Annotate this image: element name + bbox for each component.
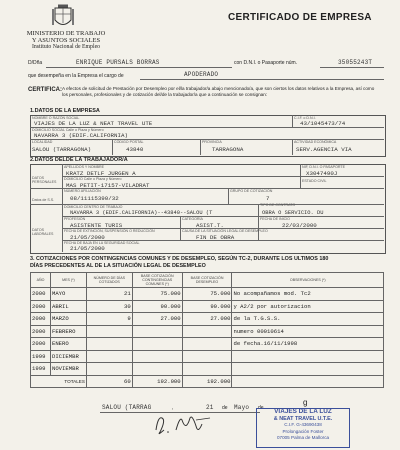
cell-ano: 2000: [31, 325, 51, 338]
cell-observaciones: [232, 363, 384, 376]
cell-dias: [86, 363, 132, 376]
trab-domicilio-value: MAS PETIT-17157-VILADRAT: [66, 182, 150, 189]
total-dias: 60: [86, 375, 132, 388]
empresa-provincia-value: TARRAGONA: [212, 146, 244, 153]
cell-comunes: [132, 363, 182, 376]
cell-observaciones: y A2/2 por autorizacion: [232, 300, 384, 313]
datos-laborales-label: DATOS LABORALES: [32, 228, 54, 236]
dni-label: con D.N.I. o Pasaporte núm.: [234, 60, 298, 66]
afiliacion-value: 08/11115390/32: [70, 195, 119, 202]
tipo-contrato-label: TIPO DE CONTRATO: [260, 203, 296, 207]
categoria-label: CATEGORÍA: [182, 217, 203, 221]
apellidos-value: KRATZ DETLF JURGEN A: [66, 170, 136, 177]
col-observaciones: OBSERVACIONES (*): [232, 273, 384, 288]
total-comunes: 192.000: [132, 375, 182, 388]
cotizaciones-title-line2: DÍAS PRECEDENTES AL DE LA SITUACIÓN LEGAL DE DESEMPLEO: [30, 262, 206, 269]
stamp-line4: Prolongación Foster: [282, 428, 324, 434]
footer-year-mark: g: [303, 398, 308, 407]
cell-ano: 2000: [31, 288, 51, 301]
total-observaciones: [232, 375, 384, 388]
stamp-line3: C.I.F. G-43690438: [284, 422, 322, 428]
extincion-label: FECHA DE EXTINCIÓN, SUSPENSIÓN O REDUCCIÓN: [64, 229, 155, 233]
empresa-provincia-label: PROVINCIA: [202, 140, 222, 144]
cell-ano: 2000: [31, 300, 51, 313]
profesion-label: PROFESIÓN: [64, 217, 86, 221]
cell-ano: 1999: [31, 350, 51, 363]
table-row: [31, 313, 384, 326]
empresa-domicilio-label: DOMICILIO SOCIAL Calle o Plaza y Número: [32, 128, 104, 132]
footer-mes: Mayo: [234, 404, 250, 411]
centro-label: DOMICILIO CENTRO DE TRABAJO: [64, 205, 123, 209]
col-dias: NÚMERO DE DÍAS COTIZADOS: [86, 273, 132, 288]
col-ano: AÑO: [31, 273, 51, 288]
cell-mes: DICIEMBR: [50, 350, 86, 363]
cell-dias: [86, 350, 132, 363]
cell-desempleo: [182, 338, 232, 351]
tipo-contrato-value: OBRA O SERVICIO. DU: [262, 210, 324, 216]
totales-row: [31, 375, 384, 388]
cell-observaciones: numero 00010614: [232, 325, 384, 338]
footer-de1: de: [222, 405, 228, 411]
cell-dias: 21: [86, 288, 132, 301]
cell-ano: 1999: [31, 363, 51, 376]
totales-label: TOTALES: [31, 375, 87, 388]
footer-lugar: SALOU (TARRAG: [102, 404, 152, 411]
cell-desempleo: [182, 363, 232, 376]
categoria-value: ASIST.T.: [196, 222, 224, 229]
signature: [152, 410, 218, 438]
profesion-value: ASISTENTE TURIS: [70, 222, 123, 229]
cell-ano: 2000: [31, 338, 51, 351]
baja-label: FECHA DE BAJA EN LA SEGURIDAD SOCIAL: [64, 241, 140, 245]
cotizaciones-title: [30, 256, 386, 269]
cell-dias: 30: [86, 300, 132, 313]
footer-dia: 21: [206, 404, 214, 411]
stamp-line1: VIAJES DE LA LUZ: [274, 408, 332, 415]
cell-mes: ENERO: [50, 338, 86, 351]
d-value: ENRIQUE PURSALS BORRAS: [76, 59, 160, 66]
cell-comunes: [132, 325, 182, 338]
empresa-section-title: 1.DATOS DE LA EMPRESA: [30, 108, 100, 114]
causa-label: CAUSA DE LA SITUACIÓN LEGAL DE DESEMPLEO: [182, 229, 268, 233]
col-desempleo: BASE COTIZACIÓN DESEMPLEO: [182, 273, 232, 288]
datos-ss-label: Datos de S.S.: [32, 198, 55, 202]
table-row: [31, 325, 384, 338]
cell-mes: MARZO: [50, 313, 86, 326]
cell-desempleo: 90.000: [182, 300, 232, 313]
empresa-nombre-value: VIAJES DE LA LUZ & NEAT TRAVEL UTE: [34, 120, 153, 127]
col-mes: MES (*): [50, 273, 86, 288]
empresa-nombre-label: NOMBRE O RAZÓN SOCIAL: [32, 116, 80, 120]
dni-value: 35055243T: [338, 59, 373, 66]
cell-desempleo: 27.000: [182, 313, 232, 326]
empresa-cif-label: C.I.F. o D.N.I.: [294, 116, 316, 120]
empresa-actividad-value: SERV.AGENCIA VIA: [296, 146, 352, 153]
empresa-domicilio-value: NAVARRA 3 (EDIF.CALIFORNIA): [34, 132, 128, 139]
centro-value: NAVARRA 3 (EDIF.CALIFORNIA)--43840--SALOU (T: [70, 210, 213, 216]
cell-observaciones: No acompañamos mod. Tc2: [232, 288, 384, 301]
nif-value: X3047490J: [306, 170, 338, 177]
table-row: [31, 350, 384, 363]
trabajador-section-title: 2.DATOS DELDE LA TRABAJADOR/A: [30, 157, 128, 163]
fecha-inicio-label: FECHA DE INICIO: [260, 217, 290, 221]
ministry-name: [26, 31, 106, 51]
institute-name: Instituto Nacional de Empleo: [31, 44, 101, 50]
footer-de2: de: [258, 405, 264, 411]
cell-comunes: [132, 350, 182, 363]
cell-observaciones: de fecha.16/11/1998: [232, 338, 384, 351]
grupo-value: 7: [266, 195, 270, 202]
cell-mes: ABRIL: [50, 300, 86, 313]
cargo-prefix: que desempeña en la Empresa el cargo de: [28, 73, 124, 79]
table-header-row: [31, 273, 384, 288]
table-row: [31, 363, 384, 376]
estado-civil-label: ESTADO CIVIL: [302, 179, 327, 183]
empresa-localidad-label: LOCALIDAD: [32, 140, 53, 144]
trab-domicilio-label: DOMICILIO Calle o Plaza y Número: [64, 177, 122, 181]
apellidos-label: APELLIDOS Y NOMBRE: [64, 165, 105, 169]
grupo-label: GRUPO DE COTIZACIÓN: [230, 189, 273, 193]
cell-desempleo: [182, 325, 232, 338]
ministry-line1: MINISTERIO DE TRABAJO: [26, 30, 106, 37]
doc-title: CERTIFICADO DE EMPRESA: [228, 12, 372, 23]
certifica-label: CERTIFICA:: [28, 87, 62, 93]
cell-dias: [86, 338, 132, 351]
cell-comunes: 75.000: [132, 288, 182, 301]
fecha-inicio-value: 22/03/2000: [282, 222, 317, 229]
datos-personales-label: DATOS PERSONALES: [32, 176, 57, 184]
afiliacion-label: NÚMERO AFILIACIÓN: [64, 189, 101, 193]
empresa-actividad-label: ACTIVIDAD ECONÓMICA: [294, 140, 337, 144]
cell-mes: NOVIEMBR: [50, 363, 86, 376]
cell-desempleo: [182, 350, 232, 363]
cell-observaciones: [232, 350, 384, 363]
cell-comunes: 90.000: [132, 300, 182, 313]
cell-desempleo: 75.000: [182, 288, 232, 301]
table-row: [31, 300, 384, 313]
certifica-text: A efectos de solicitud de Prestación por Desempleo por el/la trabajador/a abajo mencionado/a, que son ciertos los datos relativos a la Empresa, así como los personales, profesionales y de cotización del/de la trabajador/a que a continuación se consignan:: [62, 86, 375, 97]
cell-mes: MAYO: [50, 288, 86, 301]
cell-observaciones: de la T.G.S.S.: [232, 313, 384, 326]
empresa-cp-label: CÓDIGO POSTAL: [114, 140, 144, 144]
cell-ano: 2000: [31, 313, 51, 326]
total-desempleo: 192.000: [182, 375, 232, 388]
company-stamp: [256, 408, 350, 448]
cell-mes: FEBRERO: [50, 325, 86, 338]
empresa-cif-value: 43/1045473/74: [300, 120, 346, 127]
cotizaciones-title-line1: 3. COTIZACIONES POR CONTINGENCIAS COMUNES Y DE DESEMPLEO, SEGÚN TC-2, DURANTE LOS ULTIMOS 180: [30, 256, 329, 262]
d-label: D/Dña: [28, 60, 43, 66]
cotizaciones-table: [30, 272, 384, 388]
causa-value: FIN DE OBRA: [196, 234, 235, 241]
cell-dias: 9: [86, 313, 132, 326]
empresa-localidad-value: SALOU (TARRAGONA): [32, 146, 92, 153]
col-comunes: BASE COTIZACIÓN CONTINGENCIAS COMUNES (*): [132, 273, 182, 288]
nif-label: NIF, D.N.I. O PASAPORTE: [302, 165, 345, 169]
stamp-line2: & NEAT TRAVEL U.T.E.: [273, 415, 333, 422]
cell-comunes: 27.000: [132, 313, 182, 326]
footer-de0: ,: [172, 405, 174, 411]
baja-value: 21/05/2000: [70, 245, 105, 252]
cell-dias: [86, 325, 132, 338]
cargo-value: APODERADO: [184, 71, 219, 78]
cell-comunes: [132, 338, 182, 351]
stamp-line5: 07005 Palma de Mallorca: [276, 435, 330, 441]
table-row: [31, 288, 384, 301]
ministry-line2: Y ASUNTOS SOCIALES: [31, 36, 101, 44]
empresa-cp-value: 43840: [126, 146, 144, 153]
table-row: [31, 338, 384, 351]
extincion-value: 21/05/2000: [70, 234, 105, 241]
ministry-logo: [52, 4, 74, 30]
